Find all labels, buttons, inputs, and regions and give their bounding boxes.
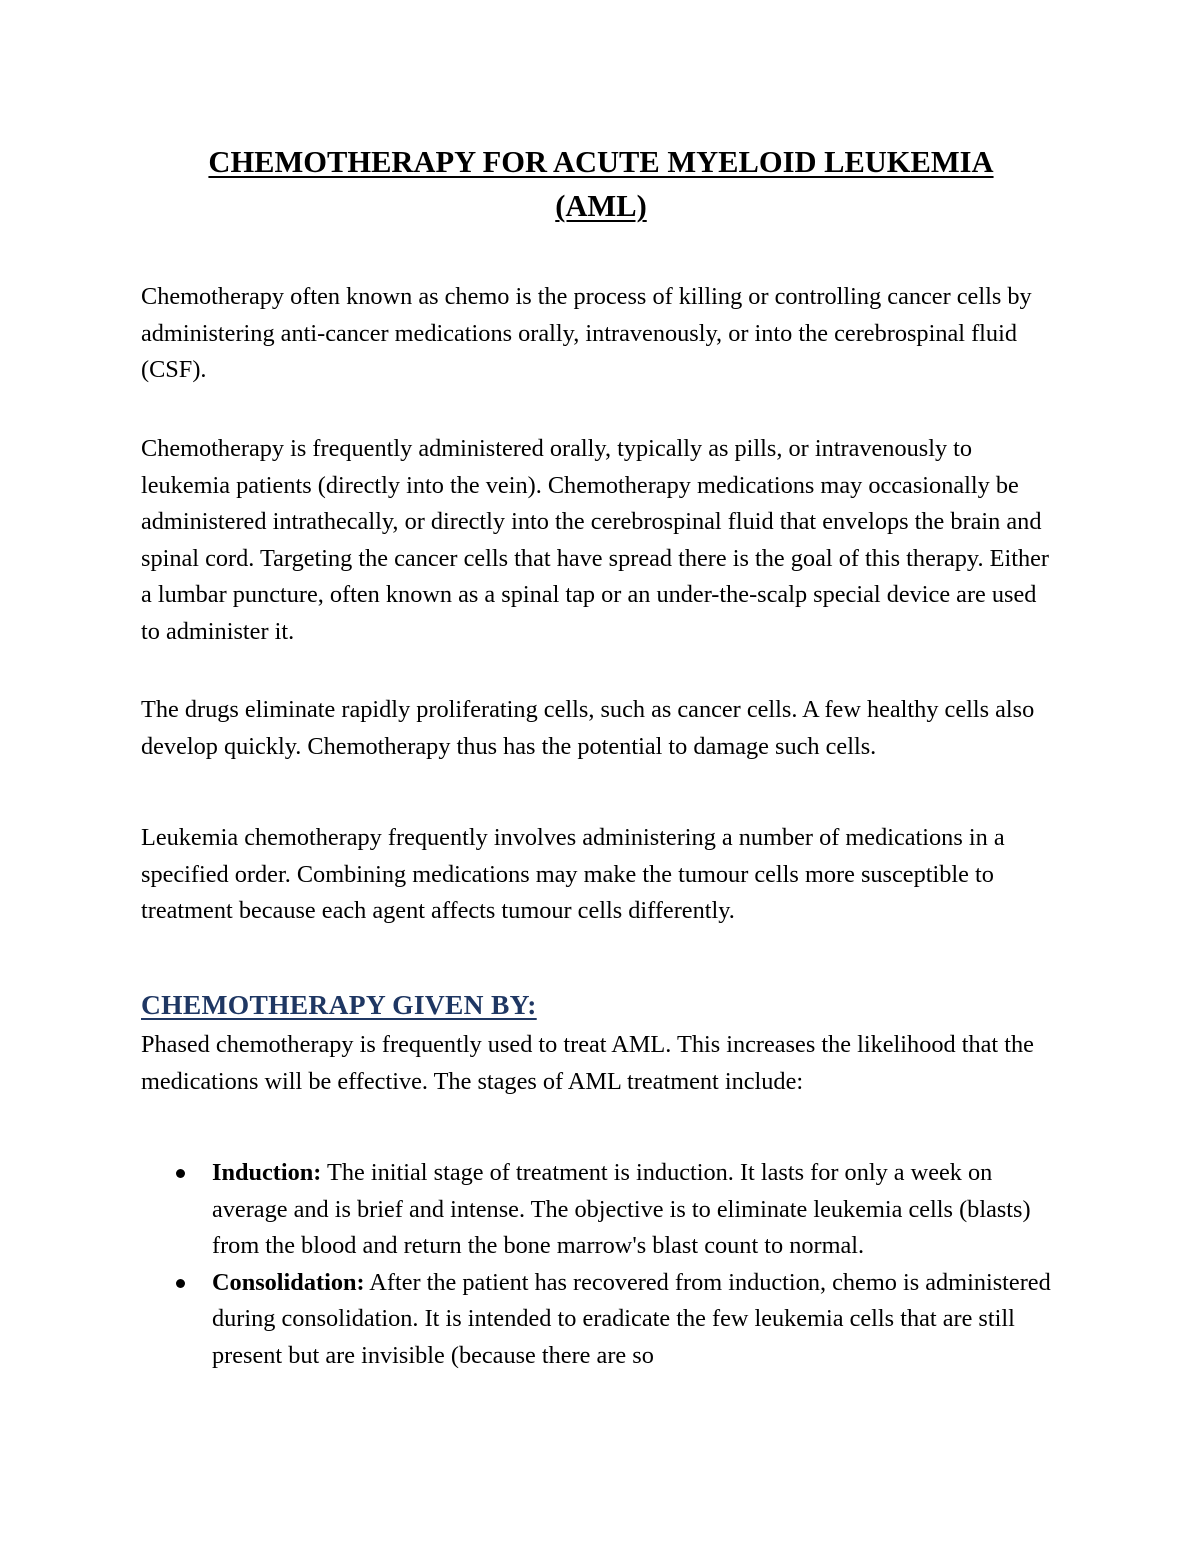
paragraph-chemo-definition: Chemotherapy often known as chemo is the process of killing or controlling cancer cells by administering anti-cancer medications orally, intravenously, or into the cerebrospinal fluid (CSF). — [141, 283, 1032, 384]
bullet-icon — [176, 1169, 185, 1178]
stage-description: The initial stage of treatment is induction. It lasts for only a week on average and is brief and intense. The objective is to eliminate leukemia cells (blasts) from the blood and return the bone marrow's blast count to normal. — [212, 1159, 1031, 1260]
bullet-icon — [176, 1279, 185, 1288]
paragraph-administration: Chemotherapy is frequently administered orally, typically as pills, or intravenously to leukemia patients (directly into the vein). Chemotherapy medications may occasionally be administered intrathecally, or directly into the cerebrospinal fluid that envelops the brain and spinal cord. Targeting the cancer cells that have spread there is the goal of this therapy. Either a lumbar puncture, often known as a spinal tap or an under-the-scalp special device are used to administer it. — [141, 435, 1049, 645]
title-line-2: (AML) — [555, 189, 647, 223]
list-item — [141, 1155, 1061, 1265]
stages-list — [141, 1155, 1061, 1375]
list-item — [141, 1265, 1061, 1375]
paragraph-combination: Leukemia chemotherapy frequently involves administering a number of medications in a specified order. Combining medications may make the tumour cells more susceptible to treatment because each agent affects tumour cells differently. — [141, 824, 1005, 925]
section-intro: Phased chemotherapy is frequently used to treat AML. This increases the likelihood that the medications will be effective. The stages of AML treatment include: — [141, 1031, 1034, 1095]
section-heading: CHEMOTHERAPY GIVEN BY: — [141, 989, 537, 1020]
stage-description: After the patient has recovered from induction, chemo is administered during consolidation. It is intended to eradicate the few leukemia cells that are still present but are invisible (because there are so — [212, 1268, 1051, 1369]
title-line-1: CHEMOTHERAPY FOR ACUTE MYELOID LEUKEMIA — [208, 145, 994, 179]
document-title — [141, 140, 1061, 228]
stage-term: Consolidation: — [212, 1268, 365, 1296]
stage-term: Induction: — [212, 1159, 322, 1186]
paragraph-drug-effects: The drugs eliminate rapidly proliferating cells, such as cancer cells. A few healthy cells also develop quickly. Chemotherapy thus has the potential to damage such cells. — [141, 696, 1035, 760]
